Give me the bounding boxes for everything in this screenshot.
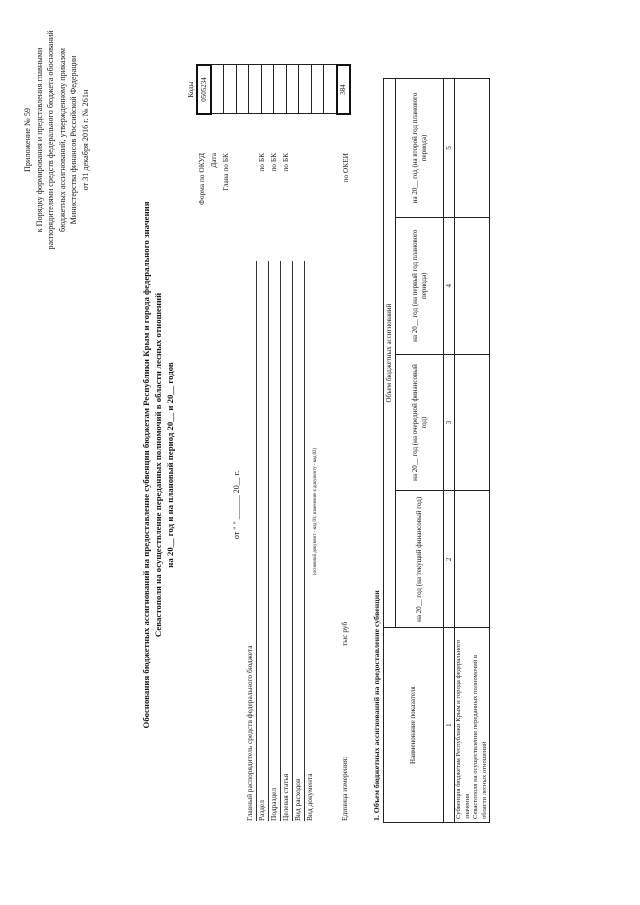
unit-row <box>340 261 352 821</box>
expense-type-label: Вид расходов <box>293 778 302 821</box>
row1-value-cell <box>455 491 490 628</box>
col-number: 2 <box>444 491 455 628</box>
title-line: Севастополя на осуществление переданных полномочий в области лесных отношений <box>153 292 163 638</box>
row1-value-cell <box>455 217 490 354</box>
date-line: от " " ______ 20__ г. <box>232 470 241 540</box>
chapter-code-cell <box>224 65 237 114</box>
budget-table <box>383 78 490 823</box>
code-cell <box>236 65 249 114</box>
col-number: 5 <box>444 79 455 218</box>
okei-label: по ОКЕИ <box>341 153 350 183</box>
row1-name <box>455 628 490 823</box>
document-type-label: Вид документа <box>305 773 314 821</box>
code-cell <box>299 65 312 114</box>
appendix-line: Приложение № 59 <box>23 107 32 173</box>
code-cell <box>274 65 287 114</box>
col5-header: на 20__ год (на второй год планового периода) <box>396 79 444 218</box>
main-manager-row <box>245 261 257 821</box>
appendix-line: бюджетных ассигнований, утвержденному приказом <box>57 48 67 232</box>
document-type-note: (основной документ - код 01; изменение к документу - код 02) <box>313 447 318 575</box>
unit-label: Единица измерения: <box>340 756 349 821</box>
col3-header: на 20__ год (на очередной финансовый год) <box>396 354 444 491</box>
target-item-row <box>281 261 293 821</box>
unit-value: тыс руб <box>340 621 349 646</box>
bk2-label: по БК <box>269 153 278 172</box>
section-label: Раздел <box>257 800 266 821</box>
code-cell <box>286 65 299 114</box>
date-code-label: Дата <box>209 153 218 168</box>
target-item-label: Целевая статья <box>281 773 290 821</box>
section1-title: 1. Объем бюджетных ассигнований на предоставление субвенции <box>372 590 381 821</box>
bk1-label: по БК <box>257 153 266 172</box>
code-cell <box>324 65 337 114</box>
appendix-line: от 31 декабря 2016 г. № 261н <box>80 89 90 191</box>
codes-header: Коды <box>187 81 195 98</box>
subsection-label: Подраздел <box>269 787 278 821</box>
section-row <box>257 261 269 821</box>
title-line: Обоснования бюджетных ассигнований на предоставление субвенции бюджетам Республики Крым и города федерального значения <box>141 201 151 729</box>
bk3-label: по БК <box>281 153 290 172</box>
chapter-label: Глава по БК <box>221 153 230 191</box>
col-number: 3 <box>444 354 455 491</box>
code-cell <box>261 65 274 114</box>
appendix-block <box>22 15 92 265</box>
okud-code-cell: 0505234 <box>197 65 211 114</box>
row1-value-cell <box>455 79 490 218</box>
row1-value-cell <box>455 354 490 491</box>
subsection-row <box>269 261 281 821</box>
title-line: на 20__ год и на плановый период 20__ и 20__ годов <box>165 362 175 568</box>
date-code-cell <box>211 65 224 114</box>
okud-label: Форма по ОКУД <box>197 153 206 206</box>
appendix-line: распорядителями средств федерального бюджета обоснований <box>46 30 56 250</box>
code-cell <box>249 65 262 114</box>
okei-code-cell: 384 <box>337 65 351 114</box>
row1-name-line: Субвенция бюджетам Республики Крым и города федерального значения <box>455 639 471 819</box>
col-name-header: Наименование показателя <box>384 628 444 823</box>
col2-header: на 20__ год (на текущий финансовый год) <box>396 491 444 628</box>
appendix-line: Министерства финансов Российской Федерации <box>69 55 79 225</box>
row1-name-line: Севастополя на осуществление переданных полномочий в области лесных отношений <box>472 654 488 819</box>
document-title <box>140 85 176 845</box>
main-manager-label: Главный распорядитель средств федерального бюджета <box>245 645 254 821</box>
col-number: 4 <box>444 217 455 354</box>
expense-type-row <box>293 261 305 821</box>
codes-table <box>186 64 351 115</box>
col-number: 1 <box>444 628 455 823</box>
group-header: Объем бюджетных ассигнований <box>384 79 396 628</box>
col4-header: на 20__ год (на первый год планового периода) <box>396 217 444 354</box>
appendix-line: к Порядку формирования и представления главными <box>34 47 44 233</box>
code-cell <box>311 65 324 114</box>
